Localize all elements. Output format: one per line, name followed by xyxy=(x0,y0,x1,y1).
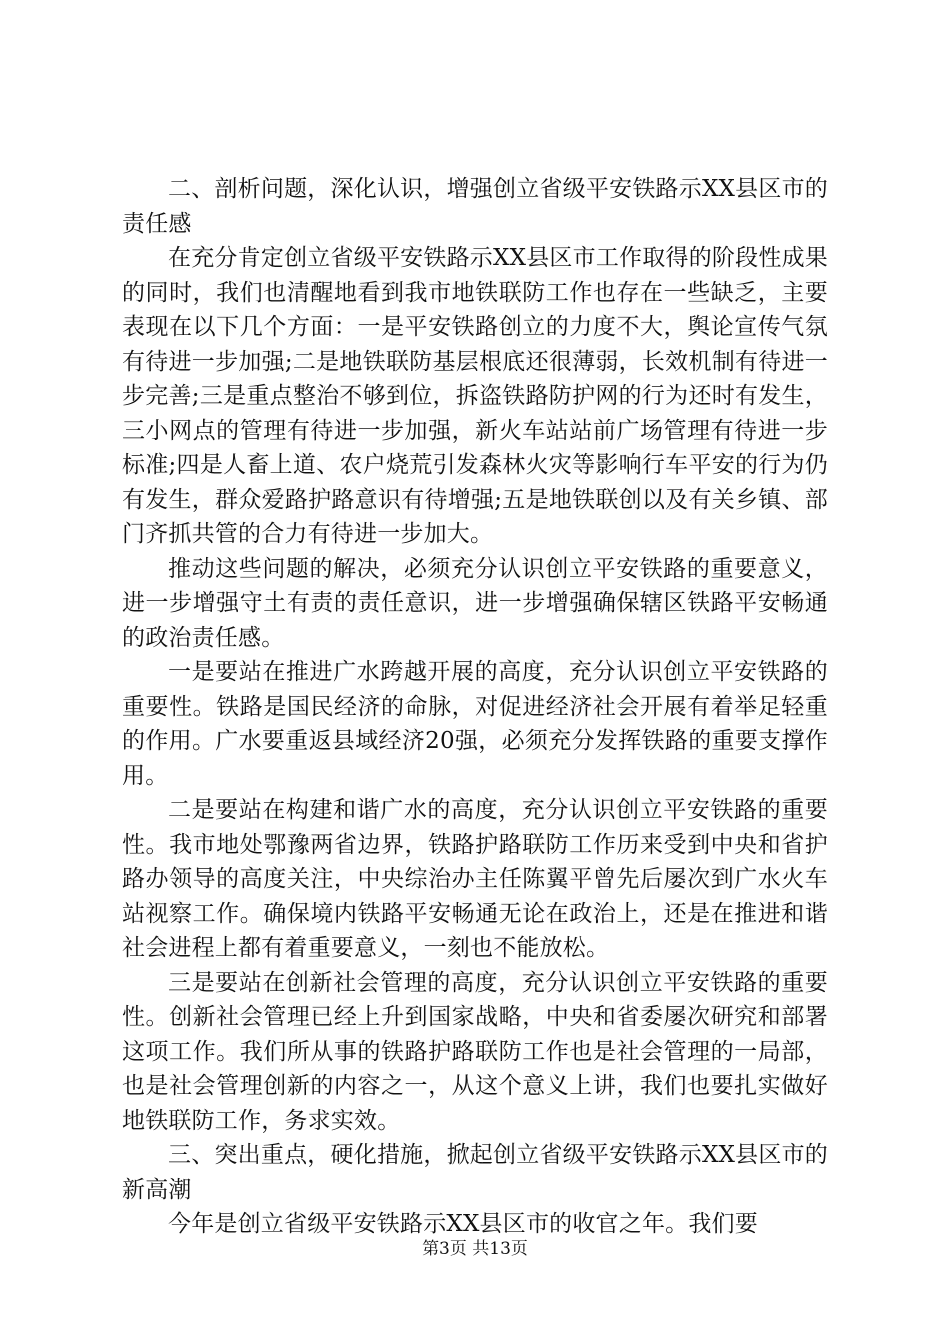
body-paragraph: 二是要站在构建和谐广水的高度，充分认识创立平安铁路的重要性。我市地处鄂豫两省边界，铁路护路联防工作历来受到中央和省护路办领导的高度关注，中央综治办主任陈翼平曾先后屡次到广水火车站视察工作。确保境内铁路平安畅通无论在政治上，还是在推进和谐社会进程上都有着重要意义，一刻也不能放松。 xyxy=(122,797,828,961)
body-paragraph: 在充分肯定创立省级平安铁路示XX县区市工作取得的阶段性成果的同时，我们也清醒地看到我市地铁联防工作也存在一些缺乏，主要表现在以下几个方面：一是平安铁路创立的力度不大，舆论宣传气氛有待进一步加强;二是地铁联防基层根底还很薄弱，长效机制有待进一步完善;三是重点整治不够到位，拆盗铁路防护网的行为还时有发生，三小网点的管理有待进一步加强，新火车站站前广场管理有待进一步标准;四是人畜上道、农户烧荒引发森林火灾等影响行车平安的行为仍有发生，群众爱路护路意识有待增强;五是地铁联创以及有关乡镇、部门齐抓共管的合力有待进一步加大。 xyxy=(122,245,828,547)
body-paragraph: 三是要站在创新社会管理的高度，充分认识创立平安铁路的重要性。创新社会管理已经上升到国家战略，中央和省委屡次研究和部署这项工作。我们所从事的铁路护路联防工作也是社会管理的一局部，也是社会管理创新的内容之一，从这个意义上讲，我们也要扎实做好地铁联防工作，务求实效。 xyxy=(122,969,828,1134)
page-footer: 第3页 共13页 xyxy=(422,1239,528,1259)
document-body xyxy=(122,172,828,1242)
section-heading-2: 二、剖析问题，深化认识，增强创立省级平安铁路示XX县区市的责任感 xyxy=(122,176,828,237)
section-heading-3: 三、突出重点，硬化措施，掀起创立省级平安铁路示XX县区市的新高潮 xyxy=(122,1142,828,1203)
body-paragraph: 一是要站在推进广水跨越开展的高度，充分认识创立平安铁路的重要性。铁路是国民经济的命脉，对促进经济社会开展有着举足轻重的作用。广水要重返县域经济20强，必须充分发挥铁路的重要支撑作用。 xyxy=(122,659,828,789)
body-paragraph: 推动这些问题的解决，必须充分认识创立平安铁路的重要意义，进一步增强守土有责的责任意识，进一步增强确保辖区铁路平安畅通的政治责任感。 xyxy=(122,555,828,651)
body-paragraph: 今年是创立省级平安铁路示XX县区市的收官之年。我们要 xyxy=(168,1211,758,1237)
